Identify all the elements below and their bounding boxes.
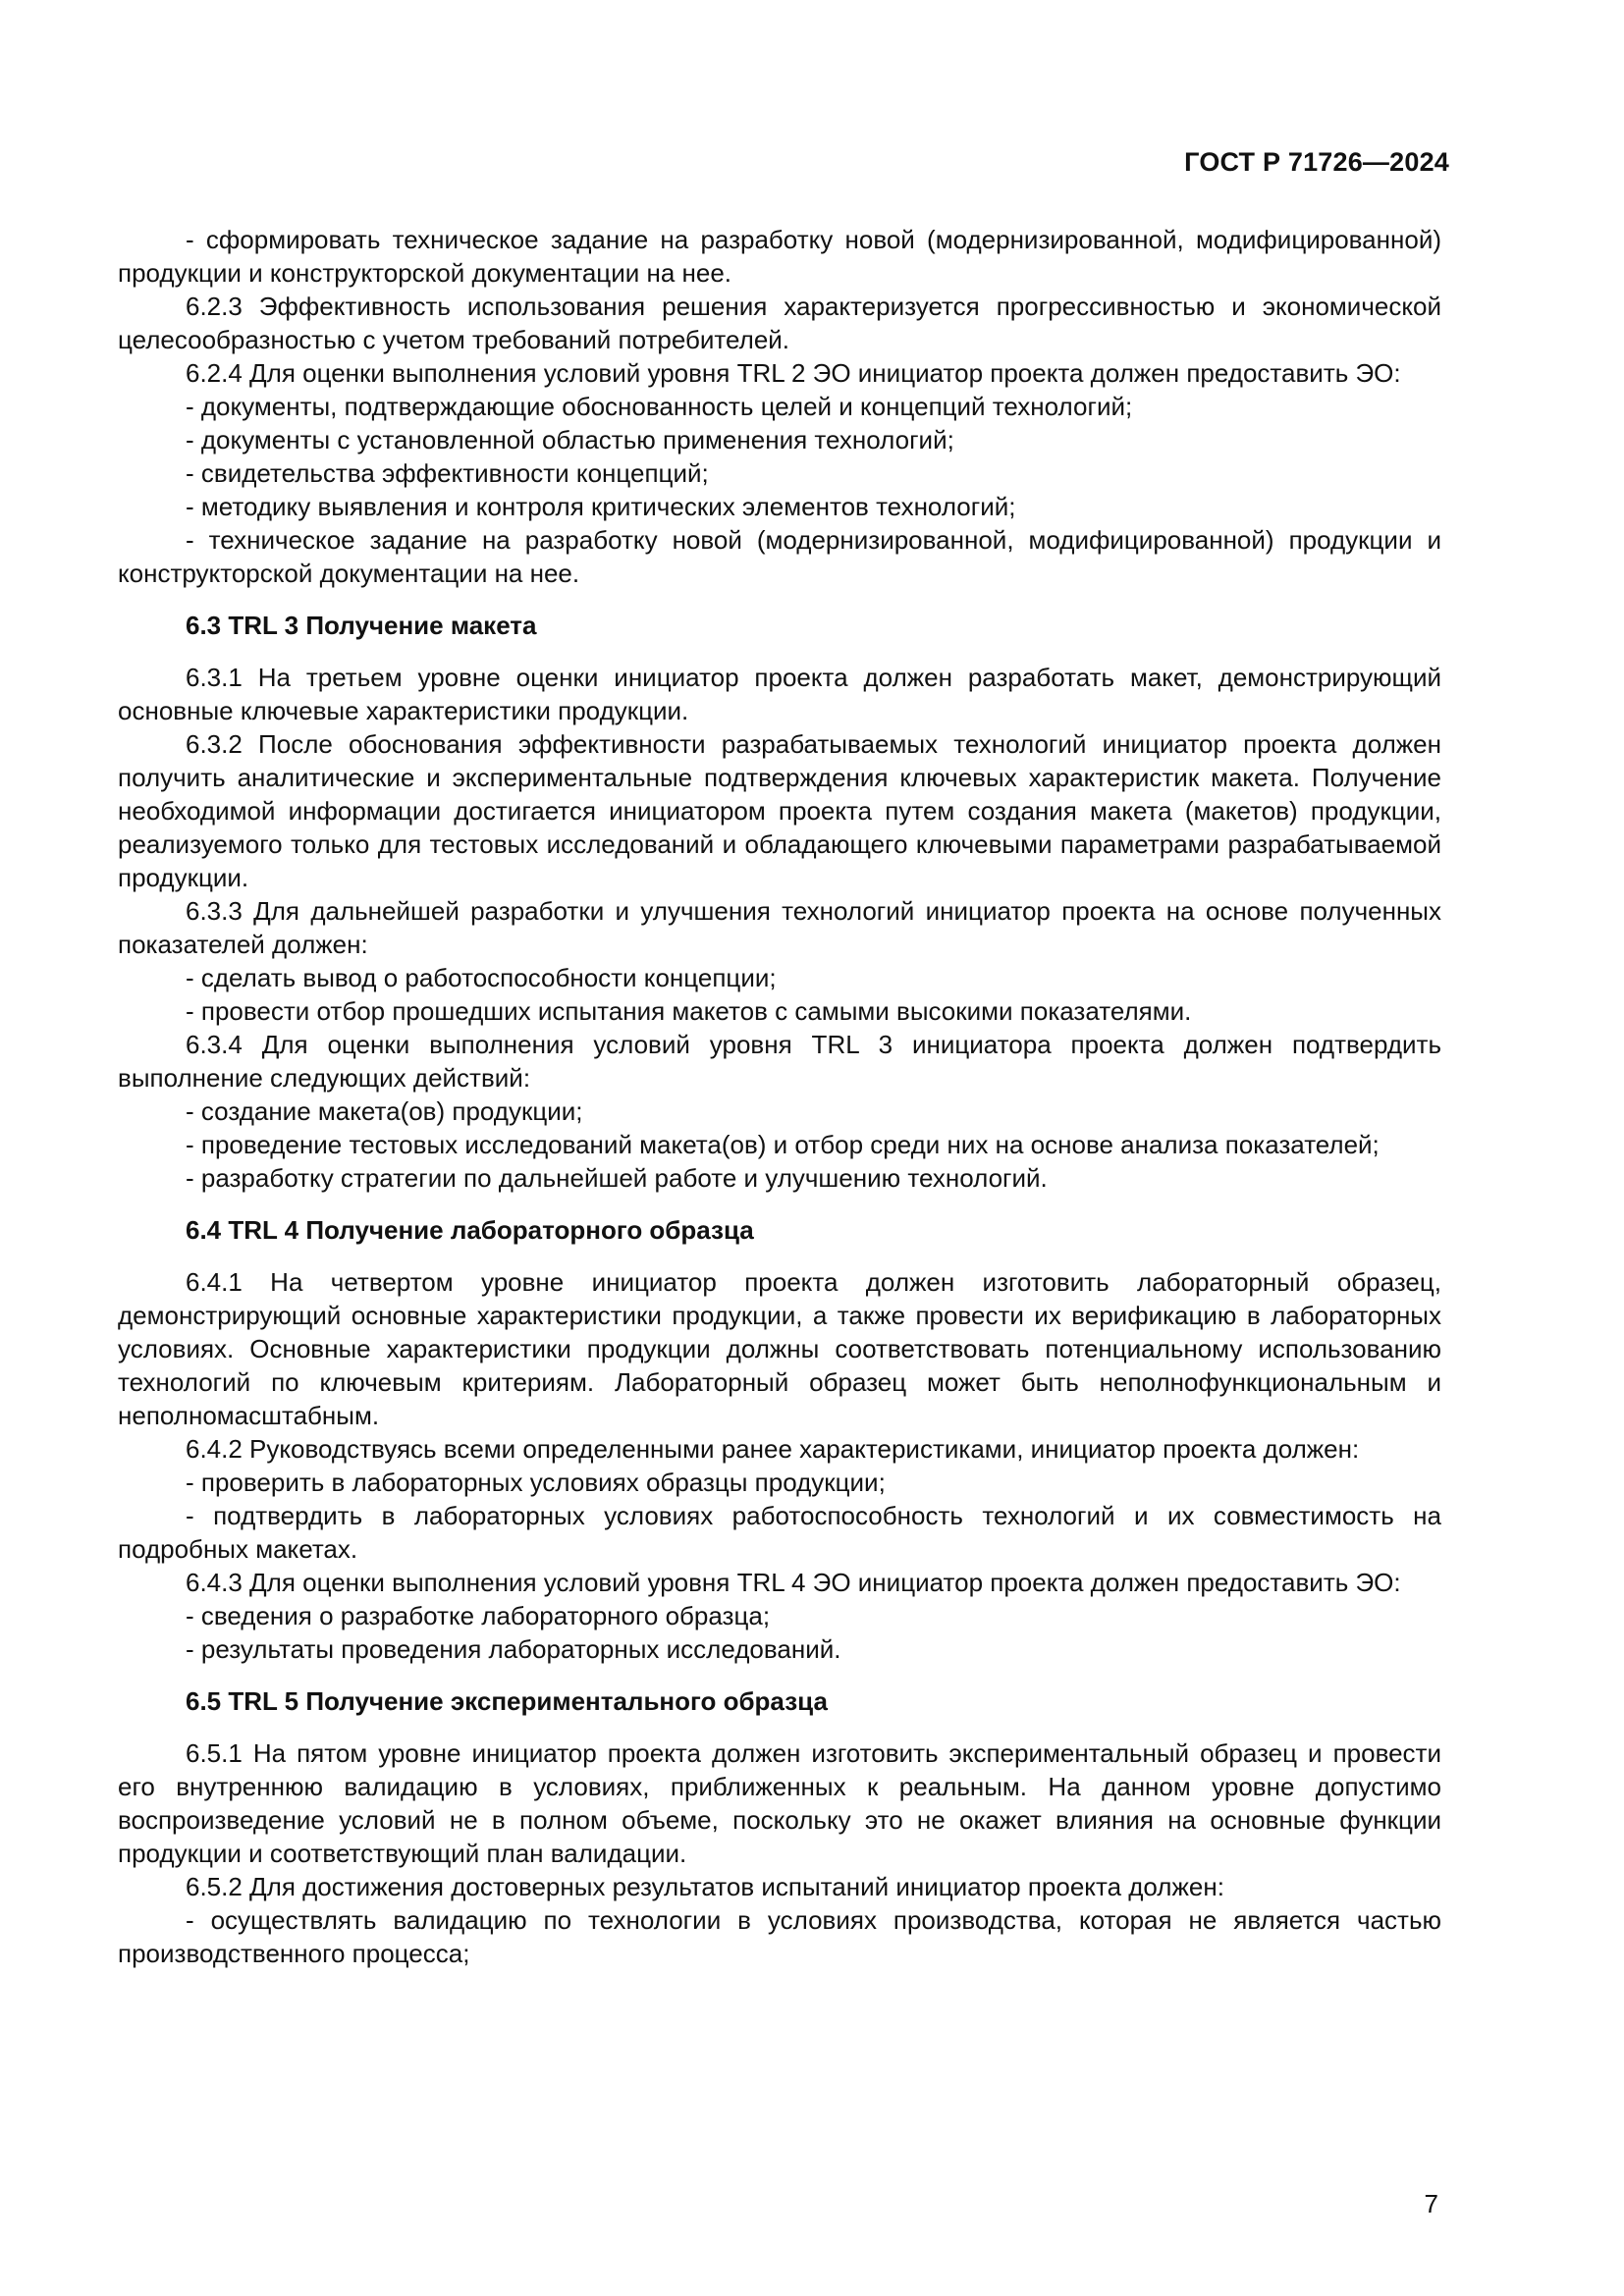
paragraph: 6.3.1 На третьем уровне оценки инициатор проекта должен разработать макет, демонстрирующий основные ключевые характеристики продукции. xyxy=(118,663,1441,725)
paragraph: 6.2.3 Эффективность использования решения характеризуется прогрессивностью и экономической целесообразностью с учетом требований потребителей. xyxy=(118,292,1441,354)
document-id-header: ГОСТ Р 71726—2024 xyxy=(1184,147,1449,177)
section-heading: 6.3 TRL 3 Получение макета xyxy=(186,611,537,640)
paragraph: 6.3.2 После обоснования эффективности разрабатываемых технологий инициатор проекта должен получить аналитические и экспериментальные подтверждения ключевых характеристик макета. Получение необходимой информации достигается инициатором проекта путем создания макета (макетов) продукции, реализуемого только для тестовых исследований и обладающего ключевыми параметрами разрабатываемой продукции. xyxy=(118,729,1441,892)
page-number: 7 xyxy=(1424,2189,1438,2218)
paragraph: 6.4.1 На четвертом уровне инициатор проекта должен изготовить лабораторный образец, демонстрирующий основные характеристики продукции, а также провести их верификацию в лабораторных условиях. Основные характеристики продукции должны соответствовать потенциальному использованию технологий по ключевым критериям. Лабораторный образец может быть неполнофункциональным и неполномасштабным. xyxy=(118,1267,1441,1430)
paragraph: - сведения о разработке лабораторного образца; xyxy=(186,1601,771,1630)
paragraph: - проверить в лабораторных условиях образцы продукции; xyxy=(186,1468,886,1497)
paragraph: 6.3.3 Для дальнейшей разработки и улучшения технологий инициатор проекта на основе полученных показателей должен: xyxy=(118,896,1441,959)
paragraph: 6.2.4 Для оценки выполнения условий уровня TRL 2 ЭО инициатор проекта должен предоставить ЭО: xyxy=(186,358,1401,388)
paragraph: - техническое задание на разработку новой (модернизированной, модифицированной) продукции и конструкторской документации на нее. xyxy=(118,525,1441,588)
paragraph: 6.5.2 Для достижения достоверных результатов испытаний инициатор проекта должен: xyxy=(186,1872,1224,1901)
paragraph: - сформировать техническое задание на разработку новой (модернизированной, модифицированной) продукции и конструкторской документации на нее. xyxy=(118,225,1441,288)
paragraph: - результаты проведения лабораторных исследований. xyxy=(186,1634,841,1664)
paragraph: 6.4.3 Для оценки выполнения условий уровня TRL 4 ЭО инициатор проекта должен предоставить ЭО: xyxy=(186,1568,1401,1597)
section-heading: 6.5 TRL 5 Получение экспериментального образца xyxy=(186,1686,828,1716)
paragraph: 6.3.4 Для оценки выполнения условий уровня TRL 3 инициатора проекта должен подтвердить выполнение следующих действий: xyxy=(118,1030,1441,1093)
paragraph: - сделать вывод о работоспособности концепции; xyxy=(186,963,777,992)
section-heading: 6.4 TRL 4 Получение лабораторного образца xyxy=(186,1215,754,1245)
paragraph: - провести отбор прошедших испытания макетов с самыми высокими показателями. xyxy=(186,996,1192,1026)
paragraph: 6.5.1 На пятом уровне инициатор проекта должен изготовить экспериментальный образец и провести его внутреннюю валидацию в условиях, приближенных к реальным. На данном уровне допустимо воспроизведение условий не в полном объеме, поскольку это не окажет влияния на основные функции продукции и соответствующий план валидации. xyxy=(118,1738,1441,1868)
paragraph: - создание макета(ов) продукции; xyxy=(186,1096,583,1126)
paragraph: - документы с установленной областью применения технологий; xyxy=(186,425,954,454)
paragraph: - свидетельства эффективности концепций; xyxy=(186,458,709,488)
paragraph: - проведение тестовых исследований макета(ов) и отбор среди них на основе анализа показателей; xyxy=(186,1130,1380,1159)
paragraph: - методику выявления и контроля критических элементов технологий; xyxy=(186,492,1016,521)
paragraph: - осуществлять валидацию по технологии в условиях производства, которая не является частью производственного процесса; xyxy=(118,1905,1441,1968)
document-body xyxy=(118,223,1441,1970)
paragraph: - разработку стратегии по дальнейшей работе и улучшению технологий. xyxy=(186,1163,1048,1193)
paragraph: - документы, подтверждающие обоснованность целей и концепций технологий; xyxy=(186,392,1133,421)
paragraph: - подтвердить в лабораторных условиях работоспособность технологий и их совместимость на подробных макетах. xyxy=(118,1501,1441,1564)
paragraph: 6.4.2 Руководствуясь всеми определенными ранее характеристиками, инициатор проекта должен: xyxy=(186,1434,1360,1464)
